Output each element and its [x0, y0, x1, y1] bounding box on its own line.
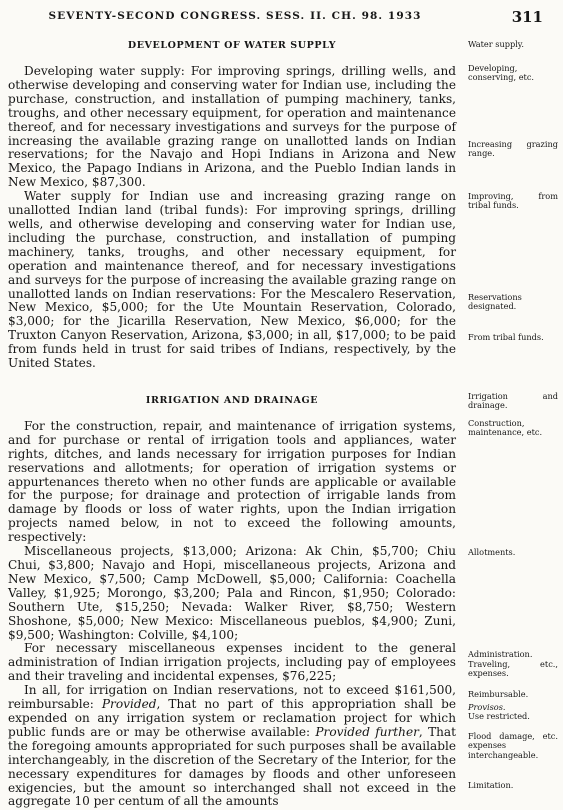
paragraph-tribal-funds-water-supply: Water supply for Indian use and increasing grazing range on unallotted Indian land (tribal funds): For improving springs, drilling wells, and otherwise developing and conserving water for Indian use, including the purchase, construction, and installation of pumping machinery, tanks, troughs, and other necessary equipment, for operation and maintenance thereof, and for necessary investigations and surveys for the purpose of increasing the available grazing range on unallotted lands on Indian reservations: For the Mescalero Reservation, New Mexico, $5,000; for the Ute Mountain Reservation, Colorado, $3,000; for the Jicarilla Reservation, New Mexico, $6,000; for the Truxton Canyon Reservation, Arizona, $3,000; in all, $17,000; to be paid from funds held in trust for said tribes of Indians, respectively, by the United States.	[8, 189, 456, 371]
section-heading-water-supply: DEVELOPMENT OF WATER SUPPLY	[127, 40, 337, 51]
page-number: 311	[511, 8, 543, 26]
provisos-tail: , That the foregoing amounts appropriated for such purposes shall be available interchangeably, in the discretion of the Secretary of the Interior, for the necessary expenditures for damages by floods and other unforeseen exigencies, but the amount so interchanged shall not exceed in the aggregate 10 per centum of all the amounts	[8, 724, 456, 809]
provisos-middle: , That no part of this appropriation shall be expended on any irrigation system or reclamation project for which public funds are or may be otherwise available:	[8, 697, 456, 739]
paragraph-irrigation-construction: For the construction, repair, and maintenance of irrigation systems, and for purchase or rental of irrigation tools and appliances, water rights, ditches, and lands necessary for irrigation purposes for Indian reservations and allotments; for operation of irrigation systems or appurtenances thereto when no other funds are applicable or available for the purpose; for drainage and protection of irrigable lands from damage by floods or loss of water rights, upon the Indian irrigation projects named below, in not to exceed the following amounts, respectively:	[8, 418, 456, 545]
margin-note: From tribal funds.	[468, 332, 544, 342]
paragraph-irrigation-provisos	[8, 684, 456, 809]
margin-note: Administration.	[468, 649, 533, 659]
paragraph-irrigation-administration: For necessary miscellaneous expenses incident to the general administration of Indian irrigation projects, including pay of employees and their traveling and incidental expenses, $76,225;	[8, 641, 456, 684]
provided-further-keyword: Provided further	[315, 724, 419, 739]
page-header	[0, 6, 563, 30]
paragraph-irrigation-allotments: Miscellaneous projects, $13,000; Arizona: Ak Chin, $5,700; Chiu Chui, $3,800; Navajo and Hopi, miscellaneous projects, Arizona and New Mexico, $7,500; Camp McDowell, $5,000; California: Coachella Valley, $1,925; Morongo, $3,200; Pala and Rincon, $1,950; Colorado: Southern Ute, $15,250; Nevada: Walker River, $8,750; Western Shoshone, $5,000; New Mexico: Miscellaneous pueblos, $4,900; Zuni, $9,500; Washington: Colville, $4,100;	[8, 544, 456, 642]
margin-note: Increasing grazing range.	[468, 139, 558, 159]
margin-note: Irrigation and drainage.	[468, 391, 558, 411]
margin-note: Flood damage, etc. expenses interchangeable.	[468, 731, 558, 760]
margin-note: Limitation.	[468, 780, 514, 790]
main-text	[8, 36, 456, 809]
margin-note: Water supply.	[468, 39, 524, 49]
provisos-lead: In all, for irrigation on Indian reservations, not to exceed $161,500, reimbursable:	[8, 683, 456, 712]
margin-note: Reimbursable.	[468, 689, 529, 699]
margin-note: Improving, from tribal funds.	[468, 191, 558, 211]
margin-note: Use restricted.	[468, 711, 530, 721]
margin-note: Provisos.	[468, 702, 506, 712]
running-head: SEVENTY-SECOND CONGRESS. SESS. II. CH. 98. 1933	[48, 10, 422, 22]
margin-note: Reservations designated.	[468, 292, 522, 312]
margin-note: Construction, maintenance, etc.	[468, 418, 543, 438]
section-heading-irrigation: IRRIGATION AND DRAINAGE	[145, 394, 319, 406]
margin-note: Developing, conserving, etc.	[468, 63, 535, 83]
margin-note: Allotments.	[468, 547, 516, 557]
provided-keyword: Provided	[101, 697, 157, 712]
margin-note: Traveling, etc., expenses.	[468, 659, 558, 679]
paragraph-developing-water-supply: Developing water supply: For improving springs, drilling wells, and otherwise developing and conserving water for Indian use, including the purchase, construction, and installation of pumping machinery, tanks, troughs, and other necessary equipment, for operation and maintenance thereof, and for necessary investigations and surveys for the purpose of increasing the available grazing range on unallotted lands on Indian reservations; for the Navajo and Hopi Indians in Arizona and New Mexico, the Papago Indians in Arizona, and the Pueblo Indian lands in New Mexico, $87,300.	[8, 64, 456, 190]
